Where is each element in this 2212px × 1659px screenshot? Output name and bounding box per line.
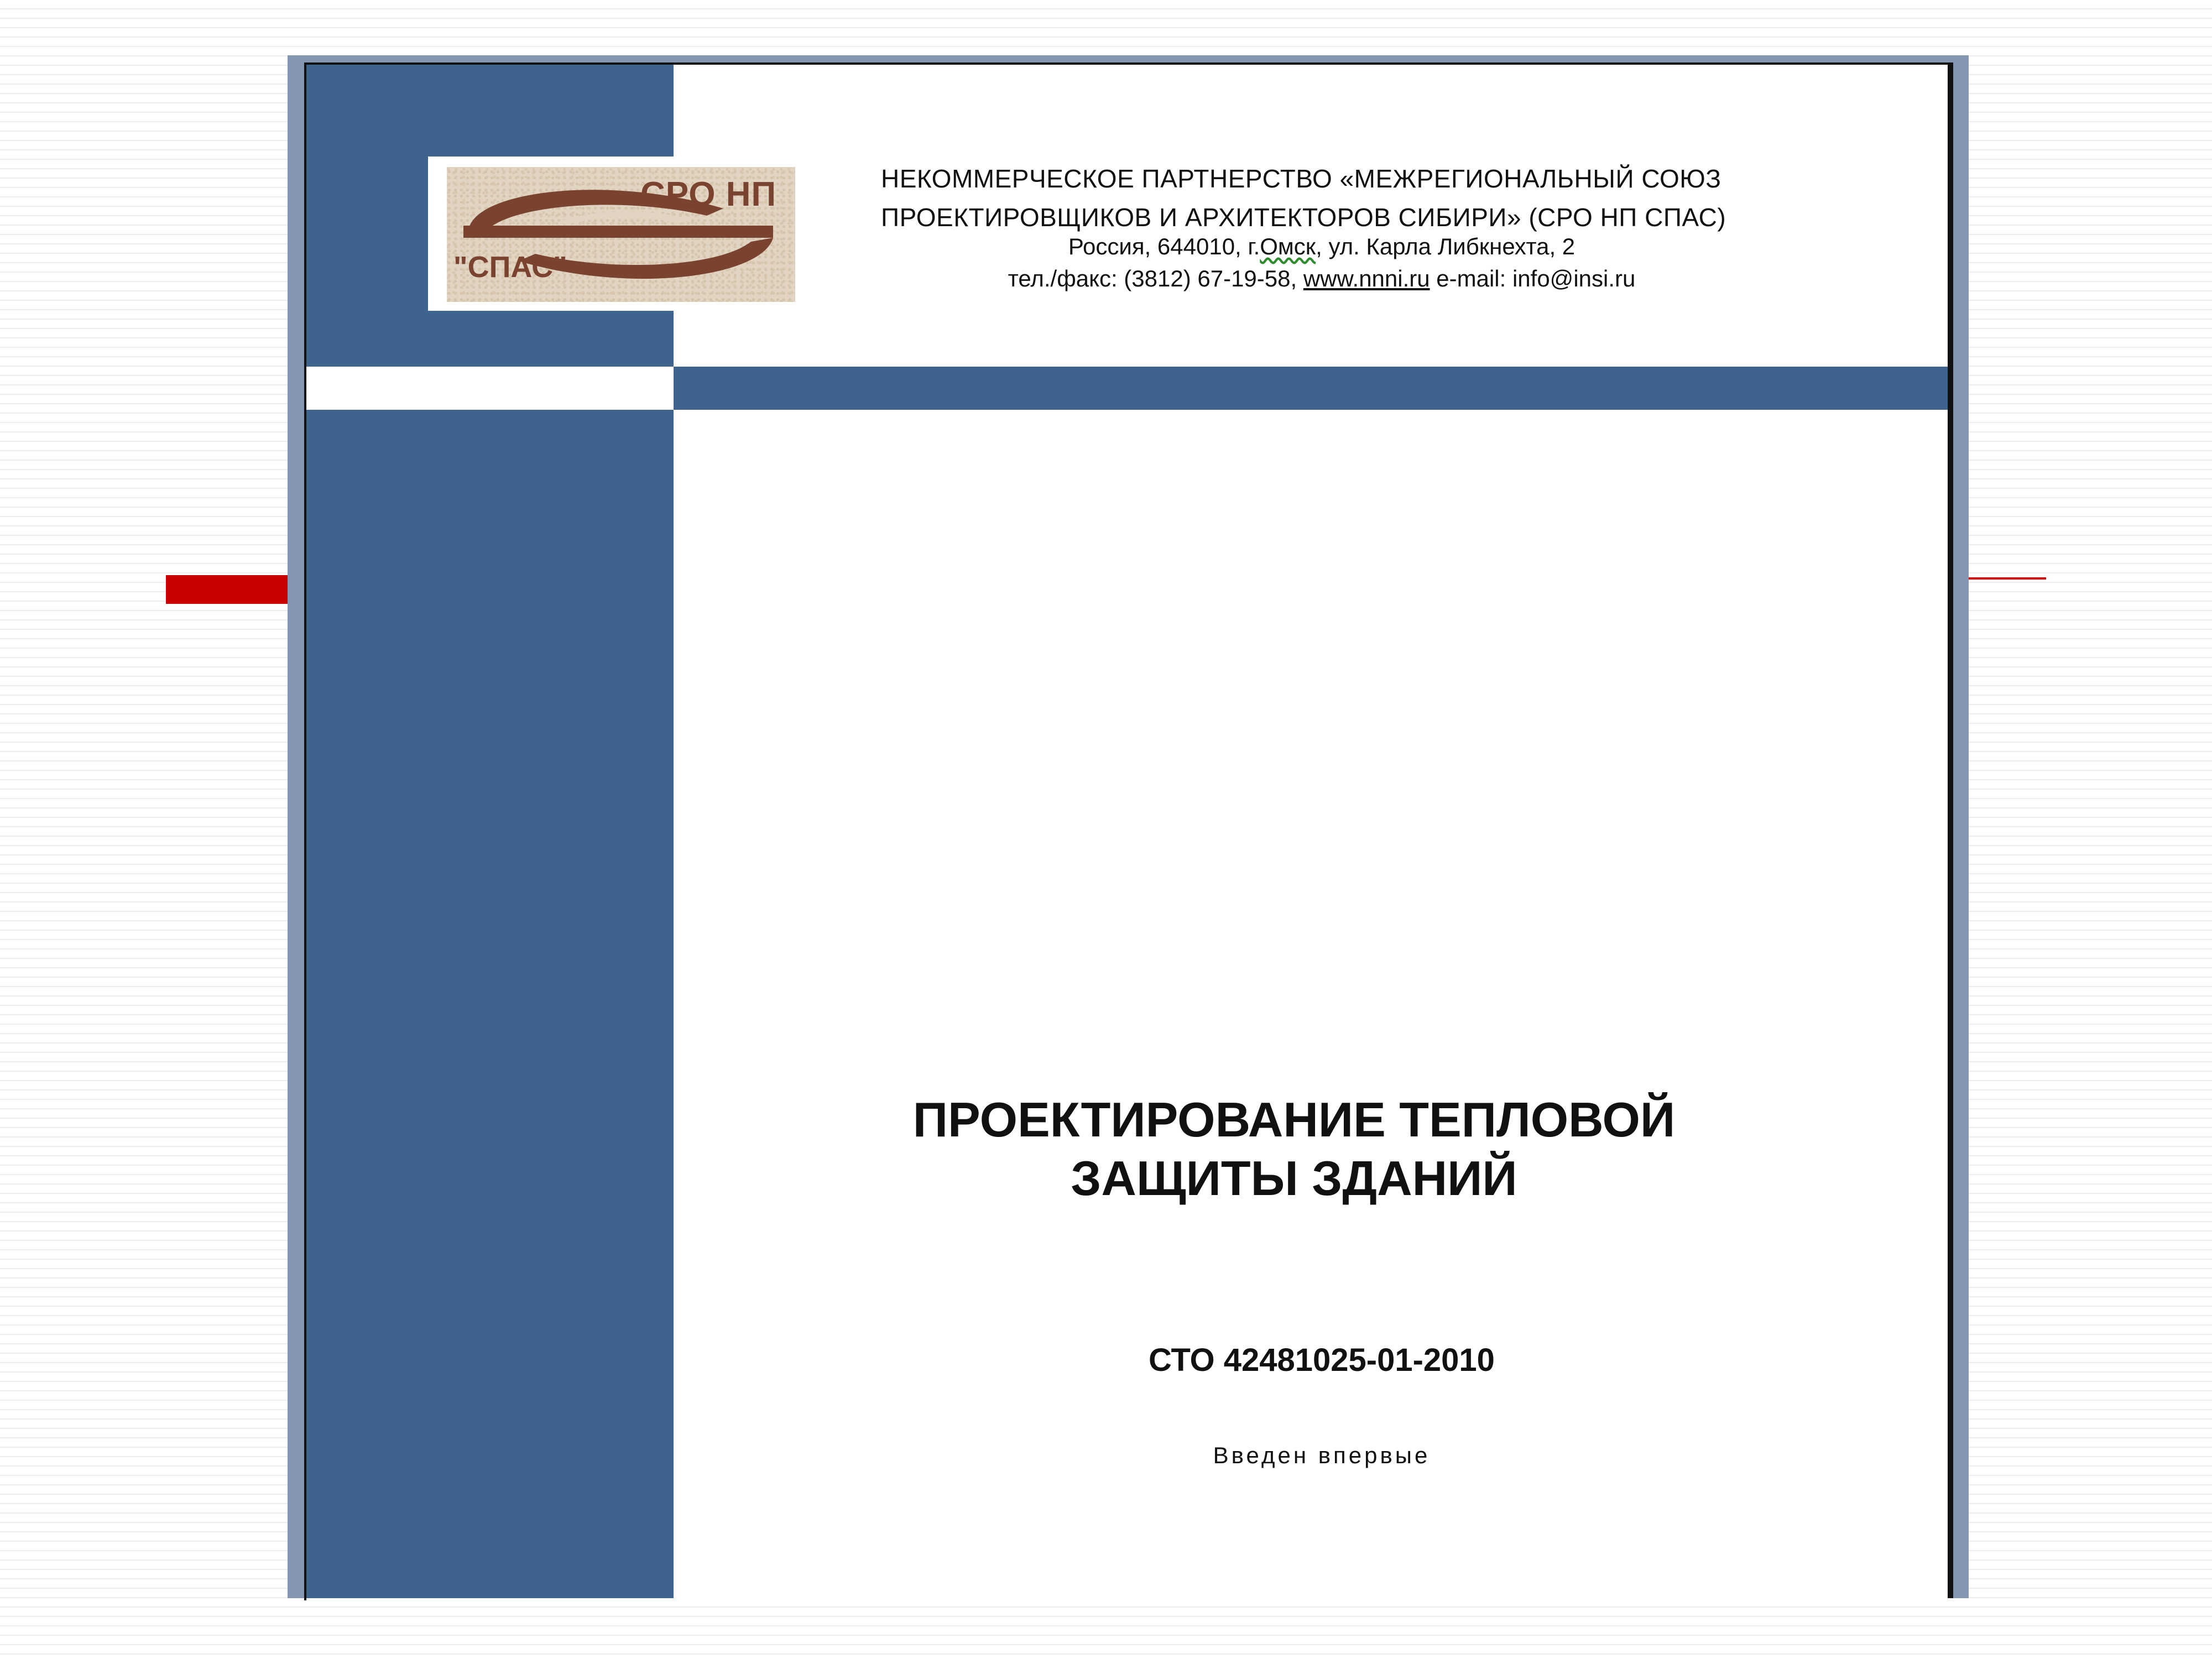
- organization-name-line-1: НЕКОММЕРЧЕСКОЕ ПАРТНЕРСТВО «МЕЖРЕГИОНАЛЬНЫЙ СОЮЗ: [881, 164, 1721, 193]
- website-link[interactable]: www.nnni.ru: [1303, 265, 1430, 291]
- address-line: [885, 233, 1759, 260]
- standard-code: СТО 42481025-01-2010: [1149, 1342, 1495, 1378]
- contacts-phone: тел./факс: (3812) 67-19-58,: [1008, 265, 1303, 291]
- document-title-line-1: ПРОЕКТИРОВАНИЕ ТЕПЛОВОЙ: [912, 1092, 1676, 1147]
- address-suffix: , ул. Карла Либкнехта, 2: [1316, 233, 1575, 259]
- organization-name-line-2: ПРОЕКТИРОВЩИКОВ И АРХИТЕКТОРОВ СИБИРИ» (СРО НП СПАС): [881, 203, 1726, 232]
- white-gap-block: [306, 367, 674, 410]
- logo-text-spas: "СПАС": [453, 251, 567, 284]
- document-title-line-2: ЗАЩИТЫ ЗДАНИЙ: [1071, 1151, 1517, 1206]
- logo-text-sro-np: СРО НП: [640, 175, 777, 213]
- address-city: Омск: [1260, 233, 1316, 259]
- address-prefix: Россия, 644010, г.: [1068, 233, 1260, 259]
- contacts-line: [885, 265, 1759, 292]
- contacts-email: e-mail: info@insi.ru: [1430, 265, 1636, 291]
- blue-header-band: [674, 367, 1948, 410]
- spas-logo: [447, 167, 795, 302]
- page-shadow: [1948, 62, 1953, 1598]
- introduced-note: Введен впервые: [1213, 1442, 1431, 1468]
